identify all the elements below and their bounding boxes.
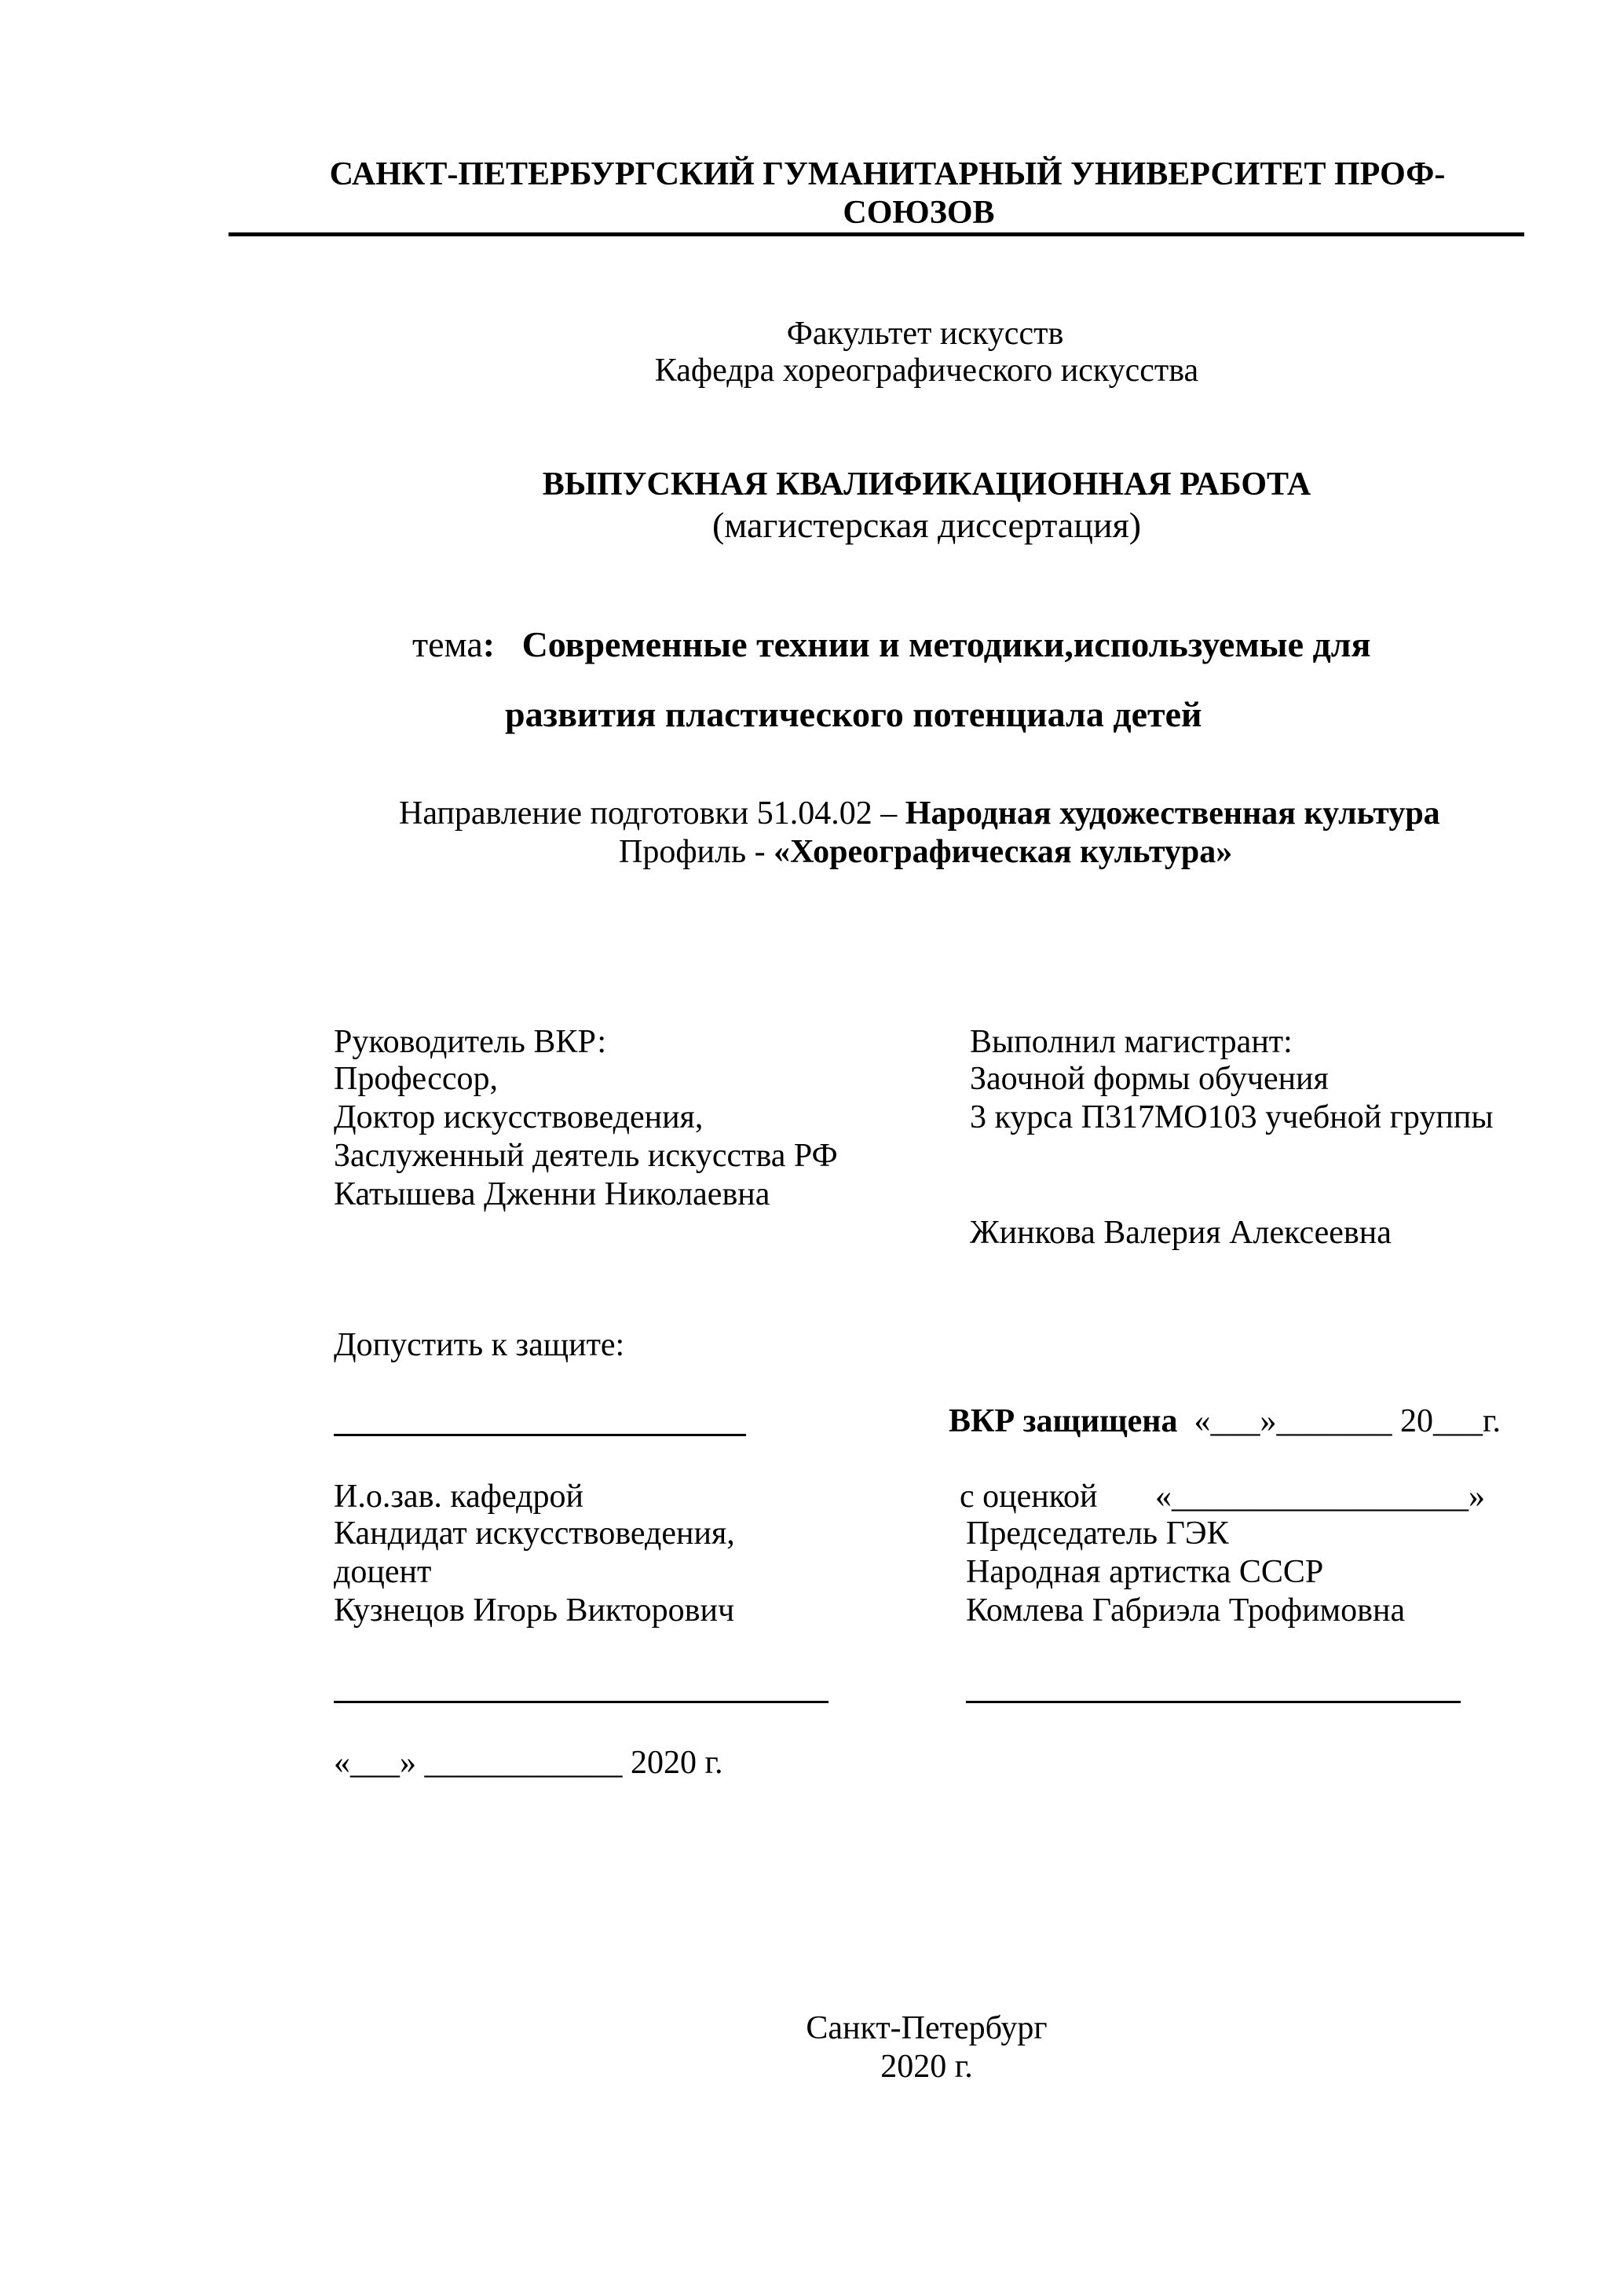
footer-city: Санкт-Петербург — [806, 2010, 1048, 2046]
profile-name: «Хореографическая культура» — [774, 834, 1233, 870]
supervisor-line: Заслуженный деятель искусства РФ — [334, 1138, 838, 1174]
direction-name: Народная художественная культура — [905, 795, 1440, 832]
grade-label: с оценкой — [960, 1479, 1098, 1515]
header-rule — [229, 232, 1524, 236]
date-blank: «___» ____________ 2020 г. — [334, 1745, 723, 1781]
topic-title-line2: развития пластического потенциала детей — [505, 694, 1202, 734]
department: Кафедра хореографического искусства — [654, 353, 1199, 389]
profile — [619, 832, 1232, 872]
chair-line: Народная артистка СССР — [966, 1554, 1324, 1590]
grade-blank: «__________________» — [1155, 1479, 1485, 1515]
topic-title-line1: Современные технии и методики,используемые для — [521, 624, 1371, 664]
faculty: Факультет искусств — [786, 316, 1064, 352]
topic-label: тема — [412, 624, 483, 664]
work-subtype: (магистерская диссертация) — [711, 505, 1142, 545]
chair-line: Председатель ГЭК — [966, 1515, 1229, 1552]
supervisor-name: Катышева Дженни Николаевна — [334, 1176, 770, 1212]
work-type: ВЫПУСКНАЯ КВАЛИФИКАЦИОННАЯ РАБОТА — [542, 466, 1311, 503]
supervisor-line: Доктор искусствоведения, — [334, 1099, 704, 1135]
head-signature-line — [334, 1701, 828, 1703]
footer-year: 2020 г. — [880, 2049, 973, 2085]
university-name-line1: САНКТ-ПЕТЕРБУРГСКИЙ ГУМАНИТАРНЫЙ УНИВЕРСИТЕТ ПРОФ- — [329, 156, 1446, 192]
student-line: Выполнил магистрант: — [970, 1024, 1293, 1060]
admit-label: Допустить к защите: — [334, 1327, 625, 1363]
university-name-line2: СОЮЗОВ — [843, 195, 995, 231]
defended-label: ВКР защищена — [949, 1403, 1178, 1439]
head-line: И.о.зав. кафедрой — [334, 1479, 583, 1515]
chair-signature-line — [966, 1701, 1461, 1703]
head-line: доцент — [334, 1554, 432, 1590]
direction-prefix: Направление подготовки 51.04.02 – — [399, 795, 905, 832]
head-name: Кузнецов Игорь Викторович — [334, 1592, 735, 1629]
chair-name: Комлева Габриэла Трофимовна — [966, 1592, 1406, 1629]
grade-row — [960, 1477, 1485, 1516]
student-line: Заочной формы обучения — [970, 1061, 1329, 1097]
student-line: 3 курса П317МО103 учебной группы — [970, 1099, 1494, 1135]
supervisor-line: Руководитель ВКР: — [334, 1024, 607, 1060]
topic-line1 — [412, 625, 1370, 664]
supervisor-line: Профессор, — [334, 1061, 499, 1097]
head-line: Кандидат искусствоведения, — [334, 1515, 735, 1552]
admit-signature-line — [334, 1434, 746, 1436]
student-name: Жинкова Валерия Алексеевна — [970, 1215, 1392, 1251]
direction — [399, 794, 1440, 833]
defended-row — [949, 1402, 1501, 1441]
profile-prefix: Профиль - — [619, 834, 774, 870]
defended-date-blank: «___»_______ 20___г. — [1194, 1403, 1501, 1439]
topic-colon: : — [482, 624, 496, 664]
